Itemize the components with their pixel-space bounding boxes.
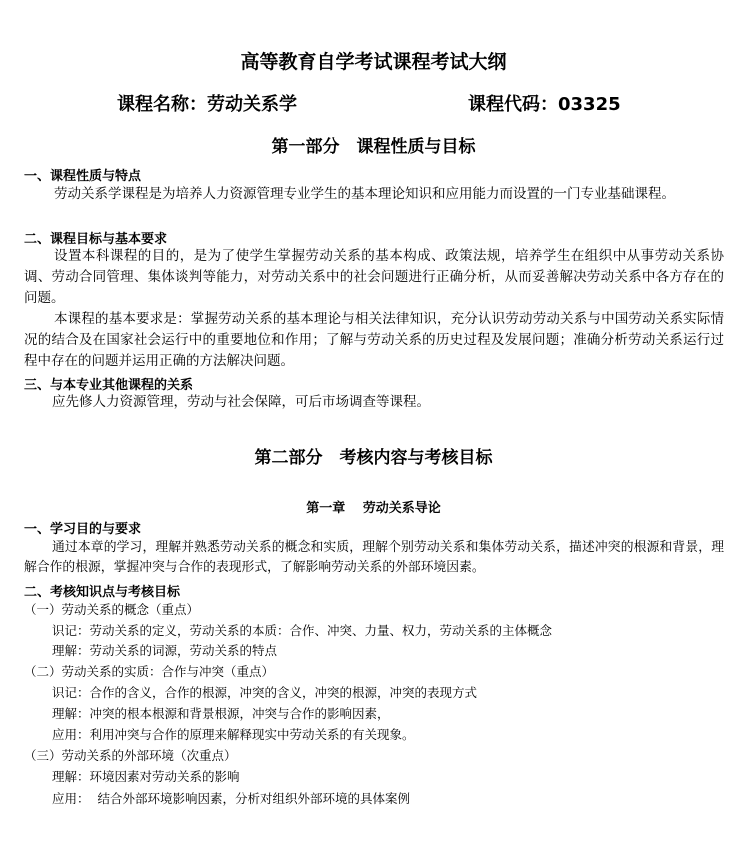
section-heading-study-goals: 一、学习目的与要求 bbox=[24, 522, 142, 537]
knowledge-point-3-title: （三）劳动关系的外部环境（次重点） bbox=[24, 748, 237, 763]
section-text-goals-1: 设置本科课程的目的，是为了使学生掌握劳动关系的基本构成、政策法规，培养学生在组织中从事劳动关系协调、劳动合同管理、集体谈判等能力，对劳动关系中的社会问题进行正确分析，从而妥善解决劳动关系中各方存在的问题。 bbox=[24, 248, 724, 306]
course-name: 课程名称：劳动关系学 bbox=[117, 94, 297, 115]
knowledge-point-3-item: 应用： 结合外部环境影响因素，分析对组织外部环境的具体案例 bbox=[52, 791, 410, 806]
knowledge-point-1-item: 理解：劳动关系的词源，劳动关系的特点 bbox=[52, 643, 278, 658]
section-heading-relations: 三、与本专业其他课程的关系 bbox=[24, 378, 194, 393]
course-code: 课程代码：03325 bbox=[468, 94, 621, 115]
knowledge-point-1-item: 识记：劳动关系的定义，劳动关系的本质：合作、冲突、力量、权力，劳动关系的主体概念 bbox=[52, 623, 553, 638]
chapter-title: 第一章 劳动关系导论 bbox=[306, 501, 441, 516]
knowledge-point-2-item: 理解：冲突的根本根源和背景根源，冲突与合作的影响因素， bbox=[52, 706, 390, 721]
section-heading-nature: 一、课程性质与特点 bbox=[24, 169, 142, 184]
knowledge-point-2-item: 识记：合作的含义，合作的根源，冲突的含义，冲突的根源，冲突的表现方式 bbox=[52, 685, 478, 700]
section-text-relations: 应先修人力资源管理，劳动与社会保障，可后市场调查等课程。 bbox=[52, 394, 430, 410]
section-heading-knowledge-points: 二、考核知识点与考核目标 bbox=[24, 585, 181, 600]
part-one-title: 第一部分 课程性质与目标 bbox=[271, 137, 476, 157]
knowledge-point-2-title: （二）劳动关系的实质：合作与冲突（重点） bbox=[24, 664, 275, 679]
section-text-goals-2: 本课程的基本要求是：掌握劳动关系的基本理论与相关法律知识，充分认识劳动劳动关系与中国劳动关系实际情况的结合及在国家社会运行中的重要地位和作用；了解与劳动关系的历史过程及发展问题；准确分析劳动关系运行过程中存在的问题并运用正确的方法解决问题。 bbox=[24, 311, 724, 369]
part-two-title: 第二部分 考核内容与考核目标 bbox=[254, 448, 493, 468]
section-text-study-goals: 通过本章的学习，理解并熟悉劳动关系的概念和实质，理解个别劳动关系和集体劳动关系，描述冲突的根源和背景，理解合作的根源，掌握冲突与合作的表现形式，了解影响劳动关系的外部环境因素。 bbox=[24, 540, 724, 575]
section-heading-goals: 二、课程目标与基本要求 bbox=[24, 232, 168, 247]
knowledge-point-1-title: （一）劳动关系的概念（重点） bbox=[24, 602, 200, 617]
knowledge-point-3-item: 理解：环境因素对劳动关系的影响 bbox=[52, 769, 240, 784]
knowledge-point-2-item: 应用：利用冲突与合作的原理来解释现实中劳动关系的有关现象。 bbox=[52, 727, 415, 742]
document-title: 高等教育自学考试课程考试大纲 bbox=[240, 51, 507, 73]
section-text-nature: 劳动关系学课程是为培养人力资源管理专业学生的基本理论知识和应用能力而设置的一门专业基础课程。 bbox=[54, 186, 675, 202]
